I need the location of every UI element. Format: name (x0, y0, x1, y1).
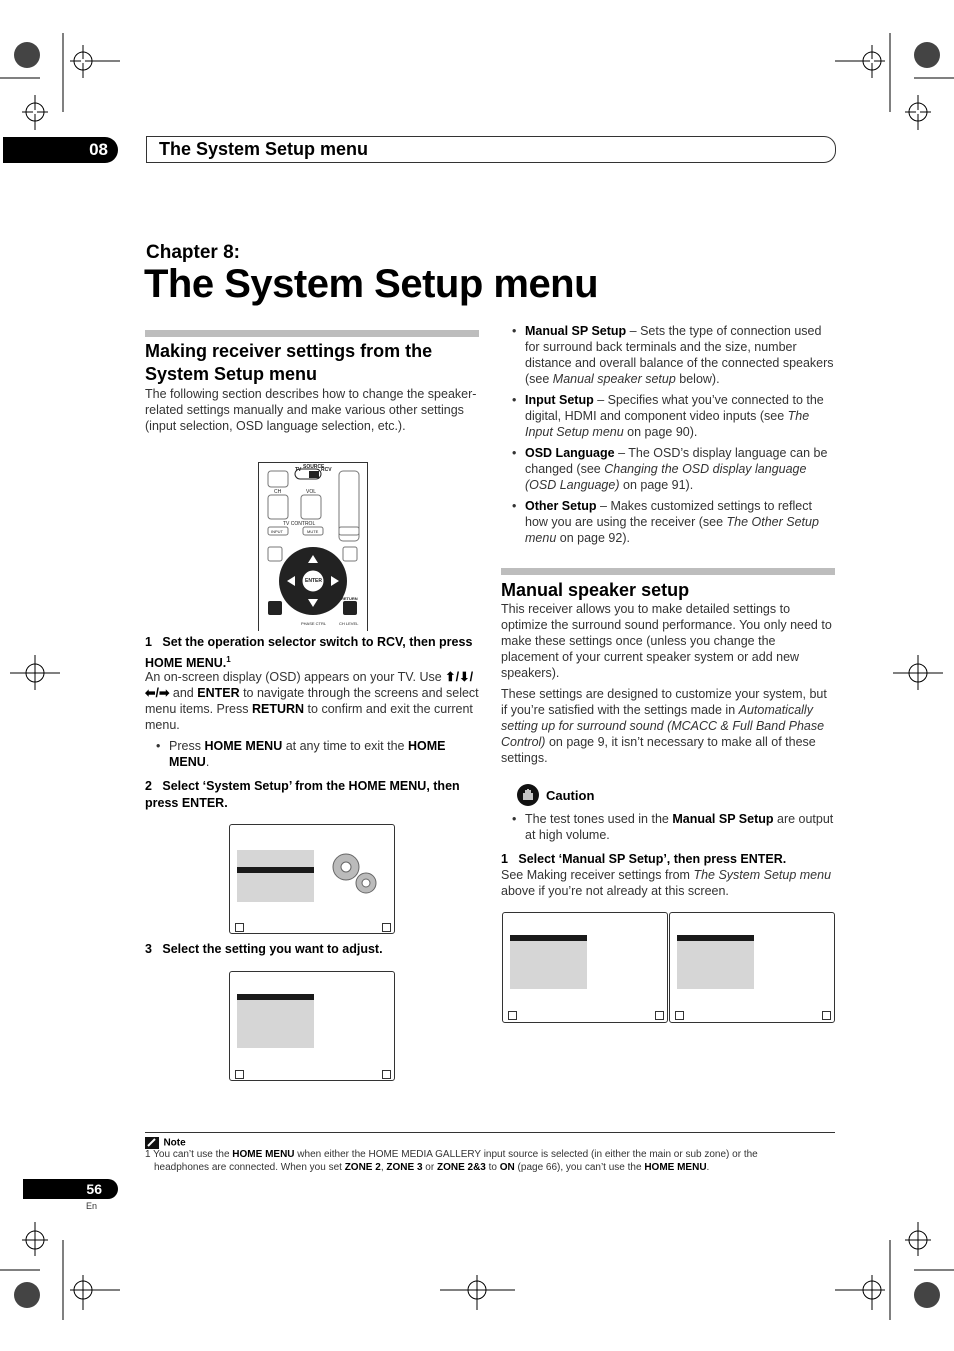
note-rule (145, 1132, 835, 1133)
chapter-number-badge: 08 (3, 137, 118, 163)
menu-selection-bar (237, 994, 314, 1000)
caution-label: Caution (546, 788, 595, 803)
remote-enter-label: ENTER (305, 578, 322, 584)
menu-list-panel (237, 850, 314, 902)
menu-selection-bar (510, 935, 587, 941)
osd-screen-system-setup (229, 971, 395, 1081)
step-1-bullets (155, 738, 477, 775)
osd-screen-manual-sp-a (502, 912, 668, 1023)
caution-hand-icon (517, 784, 539, 806)
gear-icon (328, 849, 378, 899)
page-number: 56 (23, 1179, 118, 1199)
item-input-setup: • Input Setup – Specifies what you’ve connected to the digital, HDMI and component video inputs (see The Input Setup menu on page 90). (511, 392, 836, 440)
remote-source-label: SOURCE (303, 464, 325, 470)
return-icon (655, 1011, 664, 1020)
language-code: En (86, 1201, 98, 1211)
chapter-title: The System Setup menu (144, 262, 599, 306)
return-icon (382, 923, 391, 932)
osd-screen-home-menu (229, 824, 395, 934)
item-osd-language: • OSD Language – The OSD’s display language can be changed (see Changing the OSD display language (OSD Language) on page 91). (511, 445, 836, 493)
note-header: Note (145, 1134, 186, 1152)
section-rule (145, 330, 479, 337)
caution-box (517, 784, 817, 806)
footnote-1: 1 You can’t use the HOME MENU when either the HOME MEDIA GALLERY input source is selected (in either the main or sub zone) or the headphones are connected. When you set ZONE 2, ZONE 3 or ZONE 2&3 to ON (page 66), you can’t use the HOME MENU. (145, 1149, 758, 1173)
back-icon (508, 1011, 517, 1020)
menu-list-panel (237, 994, 314, 1048)
remote-phase-ctrl-label: PHASE CTRL (301, 621, 327, 626)
remote-ch-label: CH (274, 489, 282, 495)
remote-tv-label: TV (295, 467, 302, 473)
step-3: 3 Select the setting you want to adjust. (145, 942, 383, 956)
manual-setup-para-1: This receiver allows you to make detailed settings to optimize the surround sound performance. You only need to make these settings once (unless you change the placement of your current speaker system or add new speakers). (501, 602, 832, 680)
return-icon (382, 1070, 391, 1079)
section-heading: Manual speaker setup (501, 580, 690, 600)
menu-list-panel (510, 935, 587, 989)
remote-vol-label: VOL (306, 489, 317, 495)
note-pencil-icon (145, 1137, 159, 1149)
remote-mute-label: MUTE (307, 529, 319, 534)
remote-control-illustration (258, 462, 368, 631)
section-heading: Making receiver settings from the System Setup menu (145, 341, 433, 384)
menu-selection-bar (677, 935, 754, 941)
intro-paragraph: The following section describes how to change the speaker-related settings manually and make various other settings (input selection, OSD language selection, etc.). (145, 387, 477, 433)
right-step-1-body: See Making receiver settings from The System Setup menu above if you’re not already at this screen. (501, 868, 832, 898)
caution-bullets (511, 811, 836, 848)
right-step-1: 1 Select ‘Manual SP Setup’, then press ENTER. (501, 852, 787, 866)
remote-tv-control-label: TV CONTROL (283, 521, 316, 527)
menu-selection-bar (237, 867, 314, 873)
remote-return-label: RETURN (341, 596, 358, 601)
step-1: 1 Set the operation selector switch to RCV, then press HOME MENU.$^1$ (145, 635, 473, 671)
item-other-setup: • Other Setup – Makes customized settings to reflect how you are using the receiver (see The Other Setup menu on page 92). (511, 498, 836, 546)
section-rule (501, 568, 835, 575)
setup-items-list (511, 323, 836, 551)
back-icon (675, 1011, 684, 1020)
remote-rcv-label: RCV (321, 467, 332, 473)
item-manual-sp-setup: • Manual SP Setup – Sets the type of connection used for surround back terminals and the size, number distance and overall balance of the connected speakers (see Manual speaker setup below). (511, 323, 836, 387)
step-2: 2 Select ‘System Setup’ from the HOME MENU, then press ENTER. (145, 779, 460, 810)
back-icon (235, 1070, 244, 1079)
running-title: The System Setup menu (146, 136, 836, 163)
remote-input-label: INPUT (271, 529, 283, 534)
manual-setup-para-2: These settings are designed to customize your system, but if you’re satisfied with the settings made in Automatically setting up for surround sound (MCACC & Full Band Phase Control) on page 9, it isn’t necessary to make all of these settings. (501, 687, 827, 765)
step-1-body: An on-screen display (OSD) appears on your TV. Use ⬆/⬇/⬅/➡ and ENTER to navigate through the screens and select menu items. Press RETURN to confirm and exit the current menu. (145, 670, 479, 732)
menu-list-panel (677, 935, 754, 989)
remote-ch-level-label: CH LEVEL (339, 621, 359, 626)
back-icon (235, 923, 244, 932)
osd-screen-manual-sp-b (669, 912, 835, 1023)
chapter-label: Chapter 8: (146, 242, 240, 263)
return-icon (822, 1011, 831, 1020)
caution-test-tones: • The test tones used in the Manual SP Setup are output at high volume. (511, 811, 836, 843)
bullet-home-menu: • Press HOME MENU at any time to exit the HOME MENU. (155, 738, 477, 770)
